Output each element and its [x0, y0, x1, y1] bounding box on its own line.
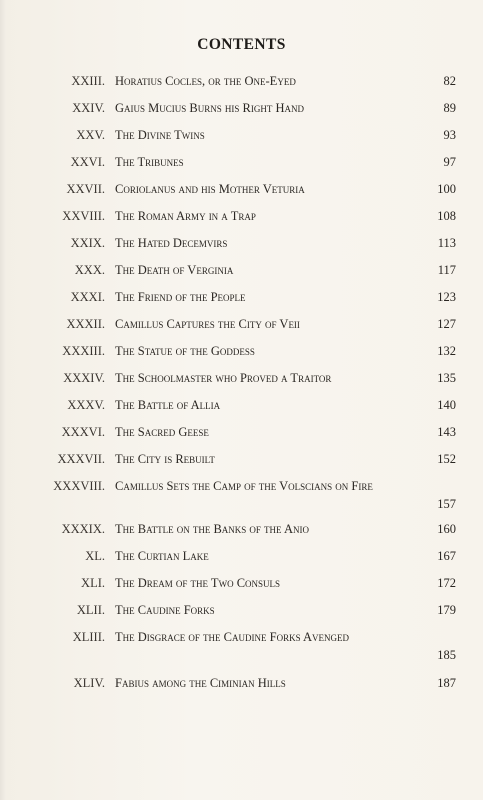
chapter-number: XXX. — [74, 263, 105, 277]
chapter-title: The Statue of the Goddess — [115, 344, 255, 358]
chapter-number: XXXIV. — [63, 371, 105, 385]
chapter-title: Coriolanus and his Mother Veturia — [115, 182, 305, 196]
page-number: 143 — [437, 425, 456, 439]
chapter-number: XXXVIII. — [53, 479, 105, 493]
chapter-title: Gaius Mucius Burns his Right Hand — [115, 101, 304, 115]
chapter-title: The Hated Decemvirs — [115, 236, 228, 250]
page-number: 117 — [437, 263, 456, 277]
chapter-number: XXV. — [76, 128, 105, 142]
chapter-number: XLIV. — [73, 676, 105, 690]
chapter-title: The Disgrace of the Caudine Forks Avenged — [115, 630, 350, 644]
page-number: 172 — [437, 576, 456, 590]
chapter-title: The Dream of the Two Consuls — [115, 576, 281, 590]
page-number: 157 — [437, 497, 456, 511]
chapter-title: The Caudine Forks — [115, 603, 215, 617]
chapter-title: The Friend of the People — [115, 290, 246, 304]
chapter-title: Camillus Sets the Camp of the Volscians on Fire — [115, 479, 373, 493]
chapter-number: XLII. — [76, 603, 105, 617]
page-number: 113 — [437, 236, 456, 250]
page-number: 93 — [443, 128, 456, 142]
chapter-title: Camillus Captures the City of Veii — [115, 317, 300, 331]
page-number: 140 — [437, 398, 456, 412]
page-number: 167 — [437, 549, 456, 563]
page-title: CONTENTS — [197, 36, 286, 53]
page-number: 160 — [437, 522, 456, 536]
chapter-title: The Curtian Lake — [115, 549, 209, 563]
page-number: 187 — [437, 676, 456, 690]
page-number: 179 — [437, 603, 456, 617]
chapter-number: XXXVI. — [61, 425, 105, 439]
chapter-number: XL. — [85, 549, 105, 563]
page-number: 185 — [437, 648, 456, 662]
chapter-number: XXVII. — [66, 182, 105, 196]
chapter-number: XXXI. — [70, 290, 105, 304]
chapter-title: Fabius among the Ciminian Hills — [115, 676, 286, 690]
chapter-number: XLIII. — [72, 630, 105, 644]
chapter-number: XXIII. — [71, 74, 105, 88]
chapter-title: The Death of Verginia — [115, 263, 234, 277]
page-number: 89 — [443, 101, 456, 115]
chapter-title: The Sacred Geese — [115, 425, 209, 439]
chapter-title: The Battle on the Banks of the Anio — [115, 522, 310, 536]
chapter-number: XXXIII. — [62, 344, 105, 358]
chapter-number: XXXV. — [67, 398, 105, 412]
chapter-title: The Battle of Allia — [115, 398, 221, 412]
chapter-number: XXXII. — [66, 317, 105, 331]
page-edge-shadow — [0, 0, 6, 800]
chapter-title: The Roman Army in a Trap — [115, 209, 256, 223]
page-number: 132 — [437, 344, 456, 358]
chapter-title: The Tribunes — [115, 155, 184, 169]
page-number: 97 — [443, 155, 456, 169]
chapter-title: Horatius Cocles, or the One-Eyed — [115, 74, 296, 88]
page-number: 108 — [437, 209, 456, 223]
chapter-number: XXIX. — [70, 236, 105, 250]
chapter-number: XXIV. — [72, 101, 105, 115]
chapter-number: XXVIII. — [62, 209, 105, 223]
chapter-title: The Divine Twins — [115, 128, 205, 142]
page-number: 123 — [437, 290, 456, 304]
chapter-title: The City is Rebuilt — [115, 452, 215, 466]
page-number: 100 — [437, 182, 456, 196]
page-number: 82 — [443, 74, 456, 88]
page-number: 127 — [437, 317, 456, 331]
chapter-title: The Schoolmaster who Proved a Traitor — [115, 371, 332, 385]
page-number: 135 — [437, 371, 456, 385]
chapter-number: XLI. — [81, 576, 105, 590]
page-number: 152 — [437, 452, 456, 466]
chapter-number: XXXVII. — [57, 452, 105, 466]
chapter-number: XXVI. — [70, 155, 105, 169]
chapter-number: XXXIX. — [61, 522, 105, 536]
